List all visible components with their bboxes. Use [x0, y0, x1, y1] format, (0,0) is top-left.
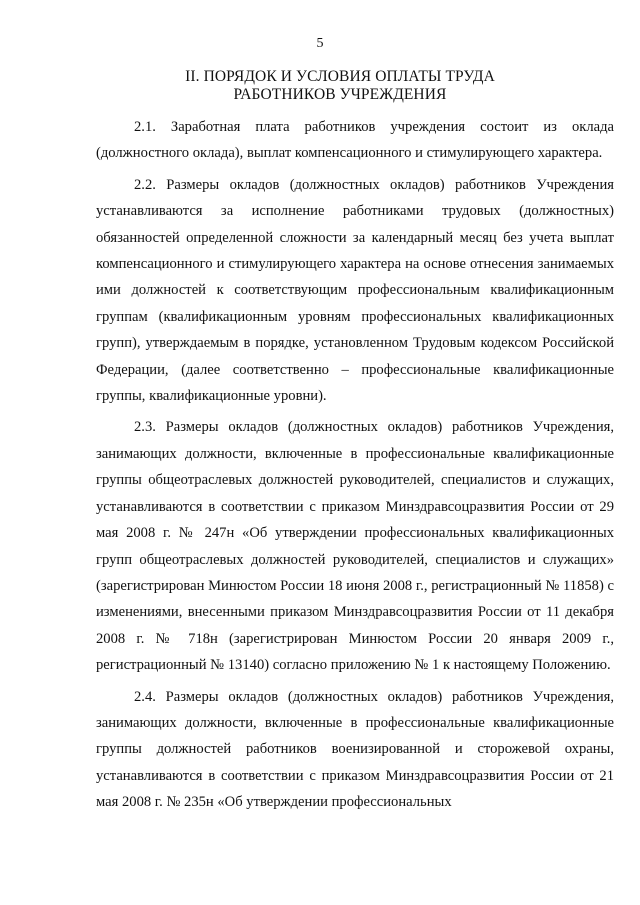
paragraph-2-1: 2.1. Заработная плата работников учреждения состоит из оклада (должностного оклада), выплат компенсационного и стимулирующего характера. [96, 119, 614, 162]
page-number: 5 [316, 36, 324, 51]
paragraph-2-4: 2.4. Размеры окладов (должностных окладов) работников Учреждения, занимающих должности, включенные в профессиональные квалификационные группы должностей работников военизированной и сторожевой охраны, устанавливаются в соответствии с приказом Минздравсоцразвития России от 21 мая 2008 г. № 235н «Об утверждении профессиональных [96, 688, 614, 811]
body-text [96, 114, 614, 816]
paragraph-2-3: 2.3. Размеры окладов (должностных окладов) работников Учреждения, занимающих должности, включенные в профессиональные квалификационные группы общеотраслевых должностей руководителей, специалистов и служащих, устанавливаются в соответствии с приказом Минздравсоцразвития России от 29 мая 2008 г. № 247н «Об утверждении профессиональных квалификационных групп общеотраслевых должностей руководителей, специалистов и служащих» (зарегистрирован Минюстом России 18 июня 2008 г., регистрационный № 11858) с изменениями, внесенными приказом Минздравсоцразвития России от 11 декабря 2008 г. № 718н (зарегистрирован Минюстом России 20 января 2009 г., регистрационный № 13140) согласно приложению № 1 к настоящему Положению. [96, 419, 614, 674]
section-title: II. ПОРЯДОК И УСЛОВИЯ ОПЛАТЫ ТРУДА РАБОТНИКОВ УЧРЕЖДЕНИЯ [185, 68, 495, 103]
paragraph-2-2: 2.2. Размеры окладов (должностных окладов) работников Учреждения устанавливаются за исполнение работниками трудовых (должностных) обязанностей определенной сложности за календарный месяц без учета выплат компенсационного и стимулирующего характера на основе отнесения занимаемых ими должностей к соответствующим профессиональным квалификационным группам (квалификационным уровням профессиональных квалификационных групп), утверждаемым в порядке, установленном Трудовым кодексом Российской Федерации, (далее соответственно – профессиональные квалификационные группы, квалификационные уровни). [96, 176, 614, 405]
